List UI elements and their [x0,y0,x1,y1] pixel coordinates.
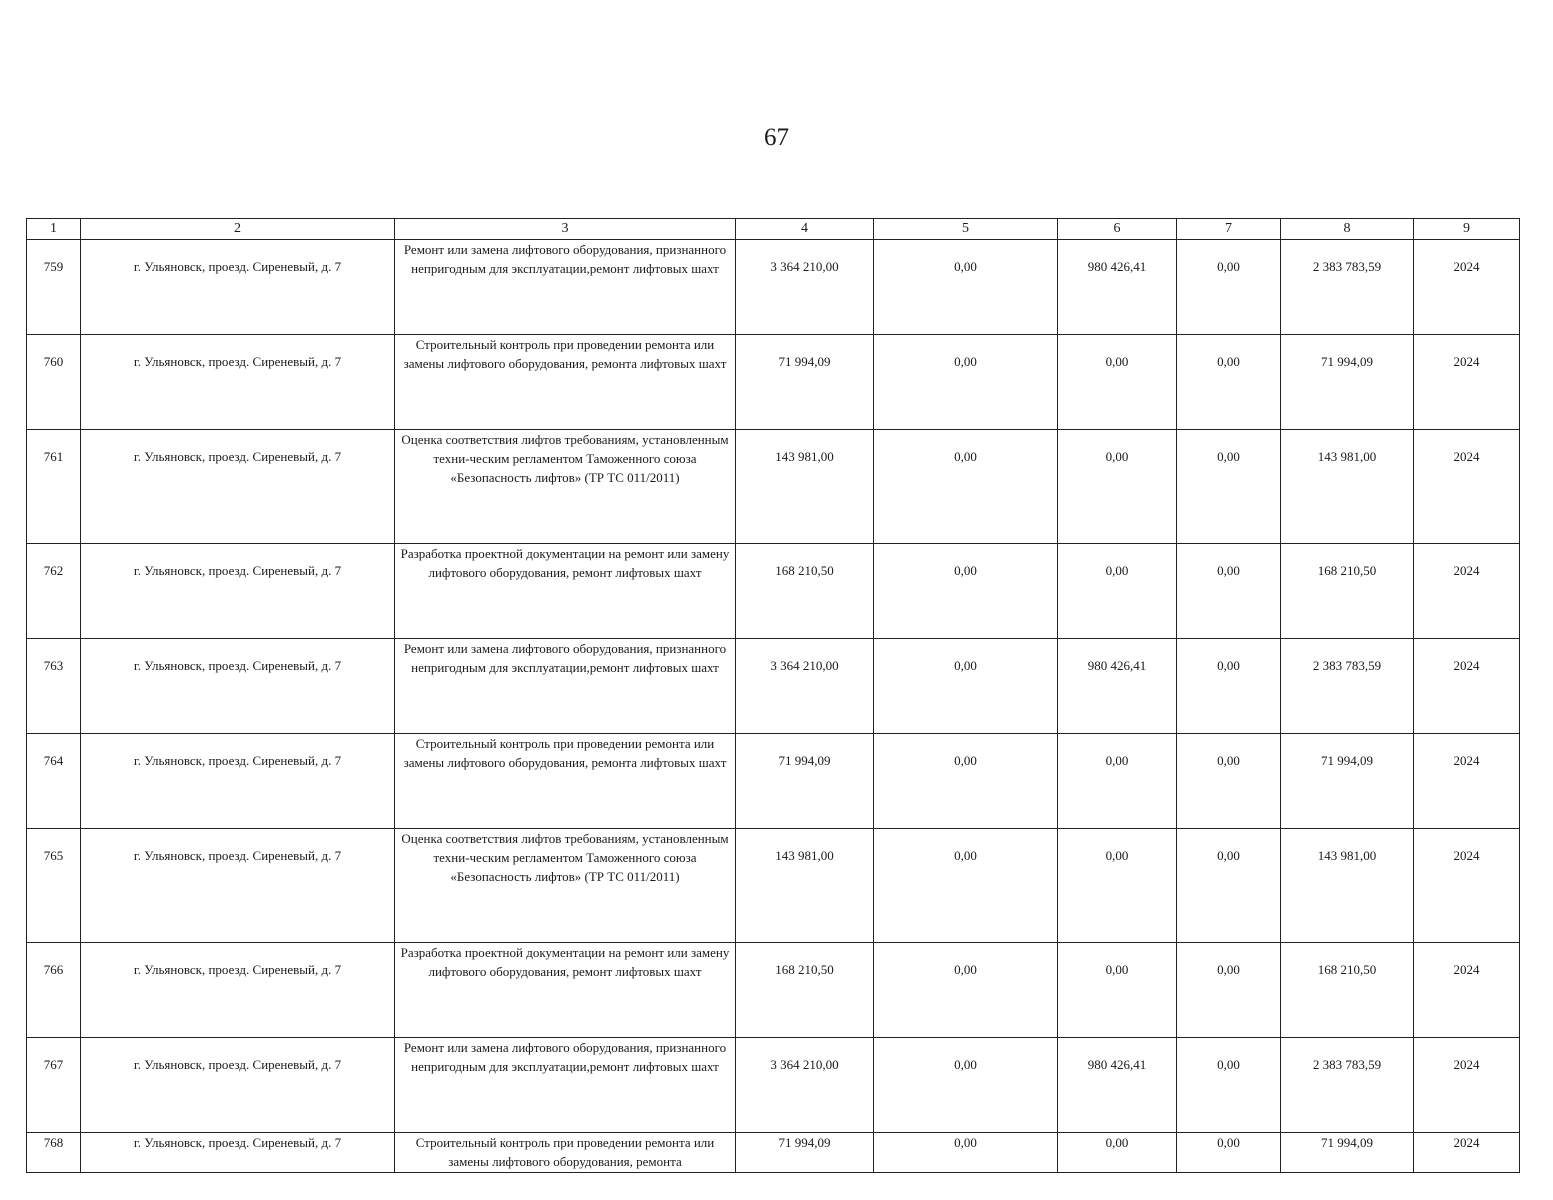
value-cell: 0,00 [874,639,1058,734]
value-cell: 0,00 [1177,639,1281,734]
value-cell: 0,00 [1058,829,1177,943]
cost-cell: 143 981,00 [736,430,874,544]
table-row [27,430,1520,544]
value-cell: 0,00 [1177,335,1281,430]
column-header: 5 [874,219,1058,240]
address-cell: г. Ульяновск, проезд. Сиреневый, д. 7 [81,943,395,1038]
work-description-cell: Строительный контроль при проведении ремонта или замены лифтового оборудования, ремонта лифтовых шахт [395,734,736,829]
address-cell: г. Ульяновск, проезд. Сиреневый, д. 7 [81,734,395,829]
work-description-cell: Оценка соответствия лифтов требованиям, установленным техни-ческим регламентом Таможенного союза «Безопасность лифтов» (ТР ТС 011/2011) [395,829,736,943]
row-number: 768 [27,1133,81,1173]
address-cell: г. Ульяновск, проезд. Сиреневый, д. 7 [81,1133,395,1173]
value-cell: 0,00 [1058,335,1177,430]
year-cell: 2024 [1414,430,1520,544]
cost-cell: 71 994,09 [736,734,874,829]
value-cell: 0,00 [874,544,1058,639]
value-cell: 0,00 [874,829,1058,943]
value-cell: 0,00 [1058,544,1177,639]
cost-cell: 3 364 210,00 [736,1038,874,1133]
table-row [27,1133,1520,1173]
value-cell: 0,00 [1177,734,1281,829]
value-cell: 2 383 783,59 [1281,639,1414,734]
year-cell: 2024 [1414,639,1520,734]
value-cell: 0,00 [1177,1133,1281,1173]
row-number: 761 [27,430,81,544]
value-cell: 0,00 [874,1038,1058,1133]
work-description-cell: Ремонт или замена лифтового оборудования, признанного непригодным для эксплуатации,ремонт лифтовых шахт [395,639,736,734]
year-cell: 2024 [1414,829,1520,943]
year-cell: 2024 [1414,335,1520,430]
value-cell: 0,00 [1058,430,1177,544]
year-cell: 2024 [1414,1038,1520,1133]
value-cell: 980 426,41 [1058,1038,1177,1133]
value-cell: 0,00 [1177,829,1281,943]
year-cell: 2024 [1414,240,1520,335]
column-header: 8 [1281,219,1414,240]
address-cell: г. Ульяновск, проезд. Сиреневый, д. 7 [81,1038,395,1133]
work-schedule-table [26,218,1520,1173]
column-header: 4 [736,219,874,240]
row-number: 764 [27,734,81,829]
column-header: 6 [1058,219,1177,240]
column-header: 2 [81,219,395,240]
table-row [27,1038,1520,1133]
year-cell: 2024 [1414,1133,1520,1173]
value-cell: 0,00 [1177,544,1281,639]
value-cell: 2 383 783,59 [1281,1038,1414,1133]
year-cell: 2024 [1414,943,1520,1038]
value-cell: 0,00 [874,943,1058,1038]
value-cell: 0,00 [874,734,1058,829]
value-cell: 168 210,50 [1281,943,1414,1038]
value-cell: 0,00 [1177,430,1281,544]
value-cell: 0,00 [1058,943,1177,1038]
work-description-cell: Ремонт или замена лифтового оборудования, признанного непригодным для эксплуатации,ремонт лифтовых шахт [395,240,736,335]
value-cell: 0,00 [874,430,1058,544]
value-cell: 980 426,41 [1058,639,1177,734]
value-cell: 71 994,09 [1281,1133,1414,1173]
work-description-cell: Разработка проектной документации на ремонт или замену лифтового оборудования, ремонт лифтовых шахт [395,544,736,639]
column-header: 1 [27,219,81,240]
value-cell: 143 981,00 [1281,829,1414,943]
row-number: 766 [27,943,81,1038]
value-cell: 168 210,50 [1281,544,1414,639]
page-number: 67 [764,124,789,151]
cost-cell: 168 210,50 [736,943,874,1038]
row-number: 767 [27,1038,81,1133]
address-cell: г. Ульяновск, проезд. Сиреневый, д. 7 [81,335,395,430]
column-header: 3 [395,219,736,240]
work-description-cell: Оценка соответствия лифтов требованиям, установленным техни-ческим регламентом Таможенного союза «Безопасность лифтов» (ТР ТС 011/2011) [395,430,736,544]
table-header-row [27,219,1520,240]
table-row [27,734,1520,829]
year-cell: 2024 [1414,544,1520,639]
year-cell: 2024 [1414,734,1520,829]
value-cell: 71 994,09 [1281,335,1414,430]
table-row [27,943,1520,1038]
row-number: 759 [27,240,81,335]
value-cell: 0,00 [1177,943,1281,1038]
row-number: 763 [27,639,81,734]
value-cell: 0,00 [1177,240,1281,335]
value-cell: 2 383 783,59 [1281,240,1414,335]
work-description-cell: Разработка проектной документации на ремонт или замену лифтового оборудования, ремонт лифтовых шахт [395,943,736,1038]
cost-cell: 71 994,09 [736,1133,874,1173]
address-cell: г. Ульяновск, проезд. Сиреневый, д. 7 [81,430,395,544]
work-description-cell: Строительный контроль при проведении ремонта или замены лифтового оборудования, ремонта лифтовых шахт [395,335,736,430]
cost-cell: 143 981,00 [736,829,874,943]
cost-cell: 3 364 210,00 [736,240,874,335]
cost-cell: 3 364 210,00 [736,639,874,734]
cost-cell: 71 994,09 [736,335,874,430]
address-cell: г. Ульяновск, проезд. Сиреневый, д. 7 [81,639,395,734]
value-cell: 143 981,00 [1281,430,1414,544]
row-number: 762 [27,544,81,639]
value-cell: 0,00 [874,1133,1058,1173]
address-cell: г. Ульяновск, проезд. Сиреневый, д. 7 [81,544,395,639]
address-cell: г. Ульяновск, проезд. Сиреневый, д. 7 [81,240,395,335]
work-description-cell: Строительный контроль при проведении ремонта или замены лифтового оборудования, ремонта [395,1133,736,1173]
table-row [27,240,1520,335]
work-description-cell: Ремонт или замена лифтового оборудования, признанного непригодным для эксплуатации,ремонт лифтовых шахт [395,1038,736,1133]
cost-cell: 168 210,50 [736,544,874,639]
value-cell: 0,00 [874,240,1058,335]
value-cell: 71 994,09 [1281,734,1414,829]
value-cell: 0,00 [1058,734,1177,829]
row-number: 765 [27,829,81,943]
value-cell: 0,00 [874,335,1058,430]
table-row [27,544,1520,639]
value-cell: 980 426,41 [1058,240,1177,335]
table-row [27,335,1520,430]
table-row [27,829,1520,943]
address-cell: г. Ульяновск, проезд. Сиреневый, д. 7 [81,829,395,943]
row-number: 760 [27,335,81,430]
table-row [27,639,1520,734]
column-header: 9 [1414,219,1520,240]
column-header: 7 [1177,219,1281,240]
value-cell: 0,00 [1058,1133,1177,1173]
value-cell: 0,00 [1177,1038,1281,1133]
